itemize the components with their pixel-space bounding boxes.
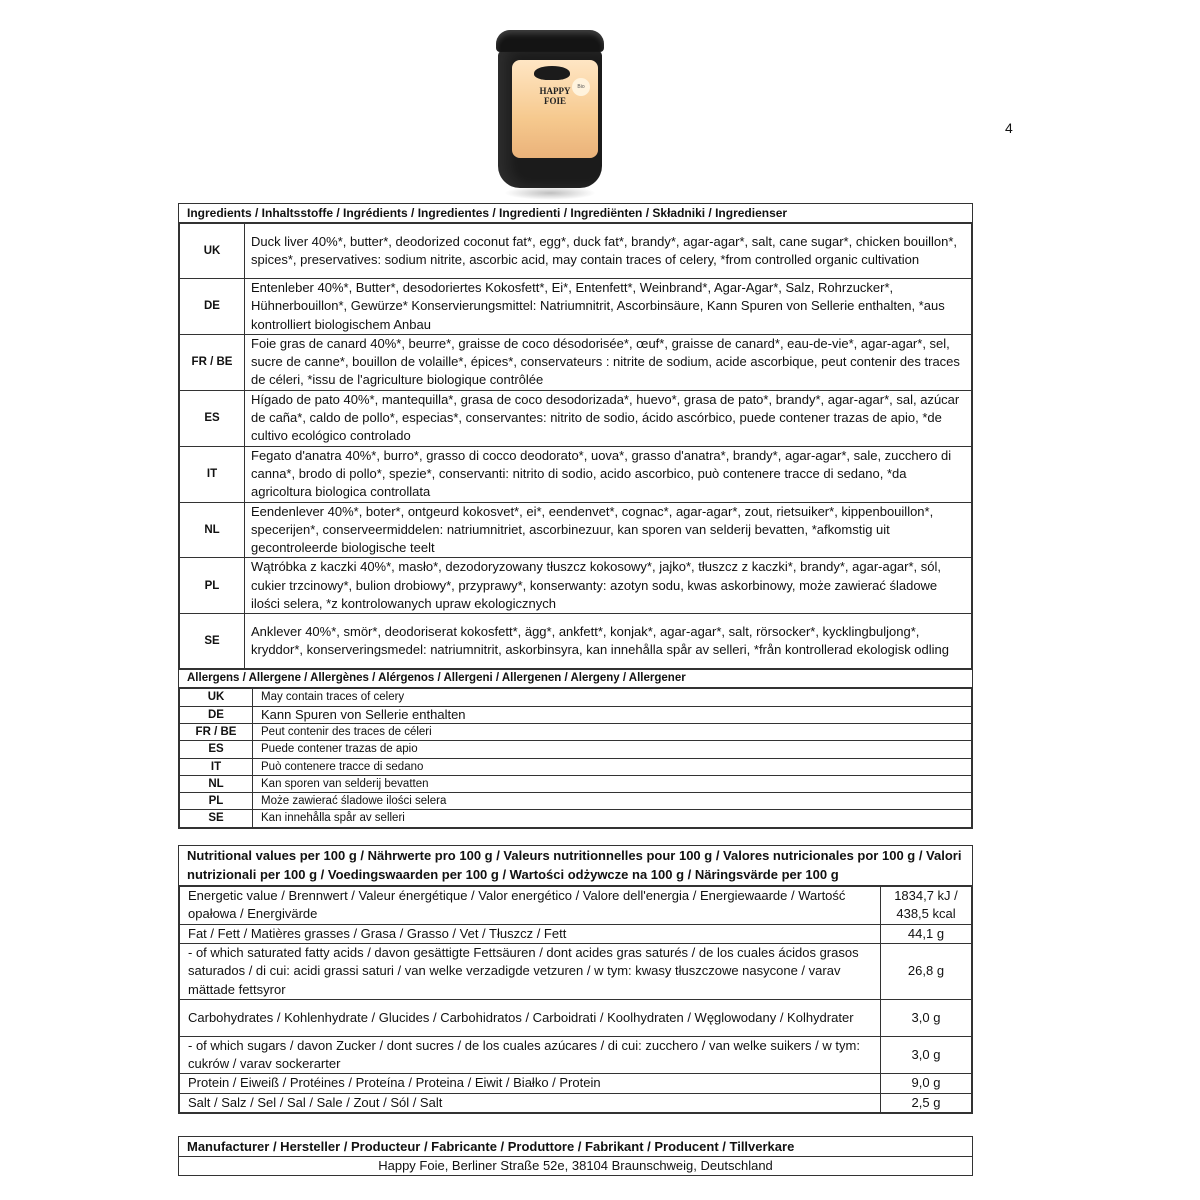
ingredient-row — [180, 614, 972, 669]
ingredient-row — [180, 279, 972, 335]
jar-shadow — [504, 186, 596, 200]
nutrient-value: 44,1 g — [881, 924, 972, 943]
ingredient-row — [180, 558, 972, 614]
allergen-row — [180, 706, 972, 723]
ingredient-text: Foie gras de canard 40%*, beurre*, graisse de coco désodorisée*, œuf*, graisse de canard*, eau-de-vie*, agar-agar*, sel, sucre de canne*, bouillon de volaille*, épices*, conservateurs : nitrite de sodium, acide ascorbique, peut contenir des traces de céleri, *issu de l'agriculture biologique contrôlée — [245, 334, 972, 390]
nutrient-value: 2,5 g — [881, 1093, 972, 1112]
ingredients-header: Ingredients / Inhaltsstoffe / Ingrédients / Ingredientes / Ingredienti / Ingrediënten / Składniki / Ingredienser — [179, 204, 972, 223]
allergens-header: Allergens / Allergene / Allergènes / Alérgenos / Allergeni / Allergenen / Alergeny / Allergener — [179, 669, 972, 688]
ingredients-rows — [179, 223, 972, 669]
nutrient-label: Salt / Salz / Sel / Sal / Sale / Zout / Sól / Salt — [180, 1093, 881, 1112]
nutrient-value: 9,0 g — [881, 1074, 972, 1093]
allergen-row — [180, 810, 972, 827]
allergen-text: Peut contenir des traces de céleri — [253, 723, 972, 740]
manufacturer-address: Happy Foie, Berliner Straße 52e, 38104 Braunschweig, Deutschland — [378, 1158, 773, 1173]
language-code: UK — [180, 224, 245, 279]
ingredient-row — [180, 334, 972, 390]
ingredient-row — [180, 224, 972, 279]
language-code: IT — [180, 446, 245, 502]
allergen-text: Kan sporen van selderij bevatten — [253, 775, 972, 792]
allergen-row — [180, 741, 972, 758]
nutrient-label: Fat / Fett / Matières grasses / Grasa / Grasso / Vet / Tłuszcz / Fett — [180, 924, 881, 943]
allergen-text: May contain traces of celery — [253, 689, 972, 706]
allergen-text: Kann Spuren von Sellerie enthalten — [253, 706, 972, 723]
allergen-row — [180, 793, 972, 810]
nutrient-value: 26,8 g — [881, 943, 972, 999]
nutrition-row — [180, 887, 972, 925]
language-code: SE — [180, 810, 253, 827]
ingredient-text: Entenleber 40%*, Butter*, desodoriertes Kokosfett*, Ei*, Entenfett*, Weinbrand*, Agar-Agar*, Salz, Rohrzucker*, Hühnerbouillon*, Gewürze* Konservierungsmittel: Natriumnitrit, Ascorbinsäure, Kann Spuren von Sellerie enthalten, *aus kontrolliert biologischem Anbau — [245, 279, 972, 335]
duck-logo-icon — [534, 66, 570, 80]
bio-badge: Bio — [572, 78, 590, 96]
language-code: FR / BE — [180, 334, 245, 390]
language-code: FR / BE — [180, 723, 253, 740]
ingredient-text: Hígado de pato 40%*, mantequilla*, grasa de coco desodorizada*, huevo*, grasa de pato*, brandy*, agar-agar*, sal, azúcar de caña*, caldo de pollo*, especias*, conservantes: nitrito de sodio, ácido ascórbico, puede contener trazas de apio, *de cultivo ecológico controlado — [245, 390, 972, 446]
ingredient-text: Wątróbka z kaczki 40%*, masło*, dezodoryzowany tłuszcz kokosowy*, jajko*, tłuszcz z kaczki*, brandy*, agar-agar*, sól, cukier trzcinowy*, bulion drobiowy*, przyprawy*, konserwanty: azotyn sodu, kwas askorbinowy, może zawierać śladowe ilości selera, *z kontrolowanych upraw ekologicznych — [245, 558, 972, 614]
nutrition-table — [178, 845, 973, 1114]
nutrient-label: - of which sugars / davon Zucker / dont sucres / de los cuales azúcares / di cui: zucchero / van welke suikers / w tym: cukrów / varav sockerarter — [180, 1036, 881, 1074]
allergen-row — [180, 689, 972, 706]
jar-brand-line1: HAPPY — [539, 86, 571, 96]
language-code: PL — [180, 793, 253, 810]
ingredient-text: Anklever 40%*, smör*, deodoriserat kokosfett*, ägg*, ankfett*, konjak*, agar-agar*, salt, rörsocker*, kycklingbuljong*, kryddor*, konserveringsmedel: natriumnitrit, askorbinsyra, kan innehålla spår av selleri, *från kontrollerad ekologisk odling — [245, 614, 972, 669]
ingredients-table — [178, 203, 973, 829]
language-code: DE — [180, 279, 245, 335]
nutrient-value: 1834,7 kJ / 438,5 kcal — [881, 887, 972, 925]
nutrition-row — [180, 924, 972, 943]
language-code: NL — [180, 775, 253, 792]
language-code: DE — [180, 706, 253, 723]
nutrient-label: - of which saturated fatty acids / davon gesättigte Fettsäuren / dont acides gras saturés / de los cuales ácidos grasos saturados / di cui: acidi grassi saturi / van welke verzadigde vetzuren / w tym: kwasy tłuszczowe nasycone / varav mättade fettsyror — [180, 943, 881, 999]
allergen-row — [180, 775, 972, 792]
nutrient-label: Protein / Eiweiß / Protéines / Proteína / Proteina / Eiwit / Białko / Protein — [180, 1074, 881, 1093]
page-number: 4 — [1005, 120, 1013, 136]
language-code: ES — [180, 741, 253, 758]
nutrition-row — [180, 943, 972, 999]
allergen-text: Może zawierać śladowe ilości selera — [253, 793, 972, 810]
allergens-rows — [179, 688, 972, 827]
ingredient-row — [180, 446, 972, 502]
language-code: ES — [180, 390, 245, 446]
allergen-text: Può contenere tracce di sedano — [253, 758, 972, 775]
language-code: NL — [180, 502, 245, 558]
nutrition-rows — [179, 886, 972, 1113]
ingredient-row — [180, 502, 972, 558]
ingredient-text: Eendenlever 40%*, boter*, ontgeurd kokosvet*, ei*, eendenvet*, cognac*, agar-agar*, zout, rietsuiker*, kippenbouillon*, specerijen*, conserveermiddelen: natriumnitriet, ascorbinezuur, kan sporen van selderij bevatten, *afkomstig uit gecontroleerde biologische teelt — [245, 502, 972, 558]
nutrition-row — [180, 1036, 972, 1074]
nutrition-header: Nutritional values per 100 g / Nährwerte pro 100 g / Valeurs nutritionnelles pour 100 g / Valores nutricionales por 100 g / Valori nutrizionali per 100 g / Voedingswaarden per 100 g / Wartości odżywcze na 100 g / Näringsvärde per 100 g — [179, 846, 972, 886]
language-code: SE — [180, 614, 245, 669]
nutrient-label: Energetic value / Brennwert / Valeur énergétique / Valor energético / Valore dell'energia / Energiewaarde / Wartość opałowa / Energivärde — [180, 887, 881, 925]
jar-brand — [512, 86, 598, 106]
product-jar-image — [494, 30, 606, 198]
allergen-text: Puede contener trazas de apio — [253, 741, 972, 758]
jar-brand-line2: FOIE — [543, 96, 566, 106]
nutrient-label: Carbohydrates / Kohlenhydrate / Glucides / Carbohidratos / Carboidrati / Koolhydraten / Węglowodany / Kolhydrater — [180, 999, 881, 1036]
ingredient-row — [180, 390, 972, 446]
language-code: IT — [180, 758, 253, 775]
nutrient-value: 3,0 g — [881, 1036, 972, 1074]
jar-lid — [496, 30, 604, 52]
allergen-row — [180, 723, 972, 740]
nutrient-value: 3,0 g — [881, 999, 972, 1036]
ingredient-text: Duck liver 40%*, butter*, deodorized coconut fat*, egg*, duck fat*, brandy*, agar-agar*, salt, cane sugar*, chicken bouillon*, spices*, preservatives: sodium nitrite, ascorbic acid, may contain traces of celery, *from controlled organic cultivation — [245, 224, 972, 279]
nutrition-row — [180, 1093, 972, 1112]
nutrition-row — [180, 999, 972, 1036]
language-code: PL — [180, 558, 245, 614]
allergen-text: Kan innehålla spår av selleri — [253, 810, 972, 827]
manufacturer-table — [178, 1136, 973, 1176]
manufacturer-header: Manufacturer / Hersteller / Producteur / Fabricante / Produttore / Fabrikant / Producent / Tillverkare — [179, 1137, 972, 1157]
ingredient-text: Fegato d'anatra 40%*, burro*, grasso di cocco deodorato*, uova*, grasso d'anatra*, brandy*, agar-agar*, sale, zucchero di canna*, brodo di pollo*, spezie*, conservanti: nitrito di sodio, acido ascorbico, può contenere tracce di sedano, *da agricoltura biologica controllata — [245, 446, 972, 502]
language-code: UK — [180, 689, 253, 706]
allergen-row — [180, 758, 972, 775]
nutrition-row — [180, 1074, 972, 1093]
